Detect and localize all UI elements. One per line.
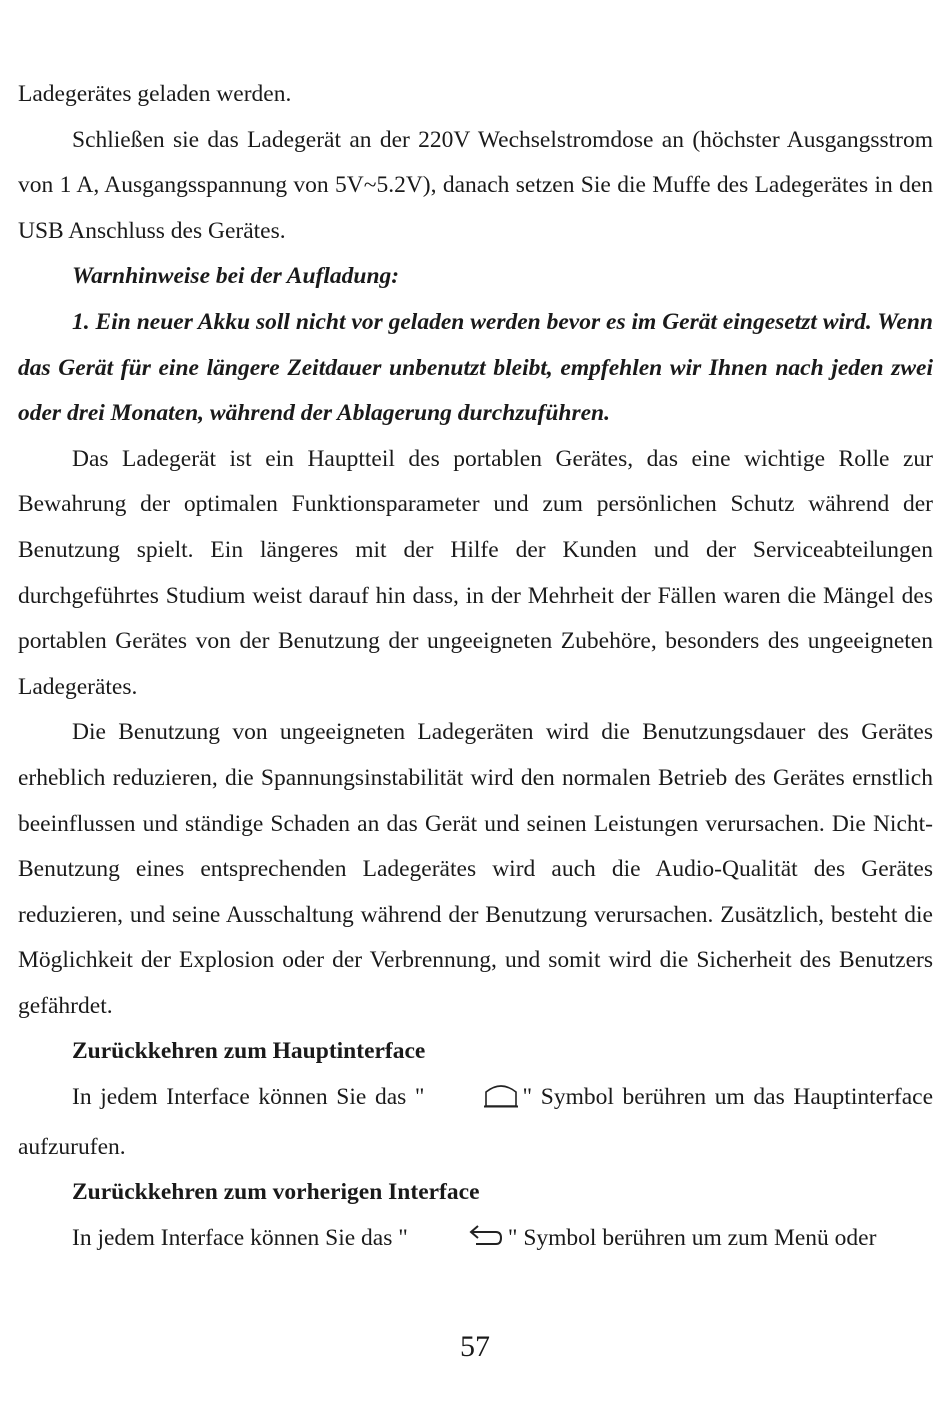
paragraph-continuation: Ladegerätes geladen werden. <box>18 81 292 107</box>
home-section-heading: Zurückkehren zum Hauptinterface <box>72 1038 426 1065</box>
back-text-after: " Symbol berühren um zum Menü oder <box>507 1224 877 1251</box>
paragraph-unsuitable-charger: Die Benutzung von ungeeigneten Ladegeräten wird die Benutzungsdauer des Gerätes erheblich reduzieren, die Spannungsinstabilität wird den normalen Betrieb des Gerätes ernstlich beeinflussen und ständige Schaden an das Gerät und seinen Leistungen verursachen. Die Nicht-Benutzung eines entsprechenden Ladegerätes wird auch die Audio-Qualität des Gerätes reduzieren, und seine Ausschaltung während der Benutzung verursachen. Zusätzlich, besteht die Möglichkeit der Explosion oder der Verbrennung, und somit wird die Sicherheit des Benutzers gefährdet. <box>18 719 933 1019</box>
paragraph-charger-connection: Schließen sie das Ladegerät an der 220V Wechselstromdose an (höchster Ausgangsstrom von 1 A, Ausgangsspannung von 5V~5.2V), danach setzen Sie die Muffe des Ladegerätes in den USB Anschluss des Gerätes. <box>18 126 933 244</box>
back-arrow-icon <box>412 1220 504 1266</box>
back-section-text <box>18 1216 933 1266</box>
home-text-after: " Symbol berühren um das Hauptinterface aufzurufen. <box>18 1084 933 1160</box>
home-section-text <box>18 1075 933 1170</box>
paragraph-charger-importance: Das Ladegerät ist ein Hauptteil des portablen Gerätes, das eine wichtige Rolle zur Bewahrung der optimalen Funktionsparameter und zum persönlichen Schutz während der Benutzung spielt. Ein längeres mit der Hilfe der Kunden und der Serviceabteilungen durchgeführtes Studium weist darauf hin dass, in der Mehrheit der Fällen waren die Mängel des portablen Gerätes von der Benutzung der ungeeigneten Zubehöre, besonders des ungeeigneten Ladegerätes. <box>18 445 933 700</box>
warning-item-1: 1. Ein neuer Akku soll nicht vor geladen werden bevor es im Gerät eingesetzt wird. Wenn das Gerät für eine längere Zeitdauer unbenutzt bleibt, empfehlen wir Ihnen nach jeden zwei oder drei Monaten, während der Ablagerung durchzuführen. <box>18 308 933 427</box>
page-number: 57 <box>460 1330 490 1363</box>
warning-heading: Warnhinweise bei der Aufladung: <box>72 263 400 290</box>
home-icon <box>429 1079 519 1125</box>
home-text-before: In jedem Interface können Sie das " <box>72 1084 425 1111</box>
back-section-heading: Zurückkehren zum vorherigen Interface <box>72 1179 480 1206</box>
document-page <box>18 72 933 1265</box>
back-text-before: In jedem Interface können Sie das " <box>72 1224 408 1251</box>
